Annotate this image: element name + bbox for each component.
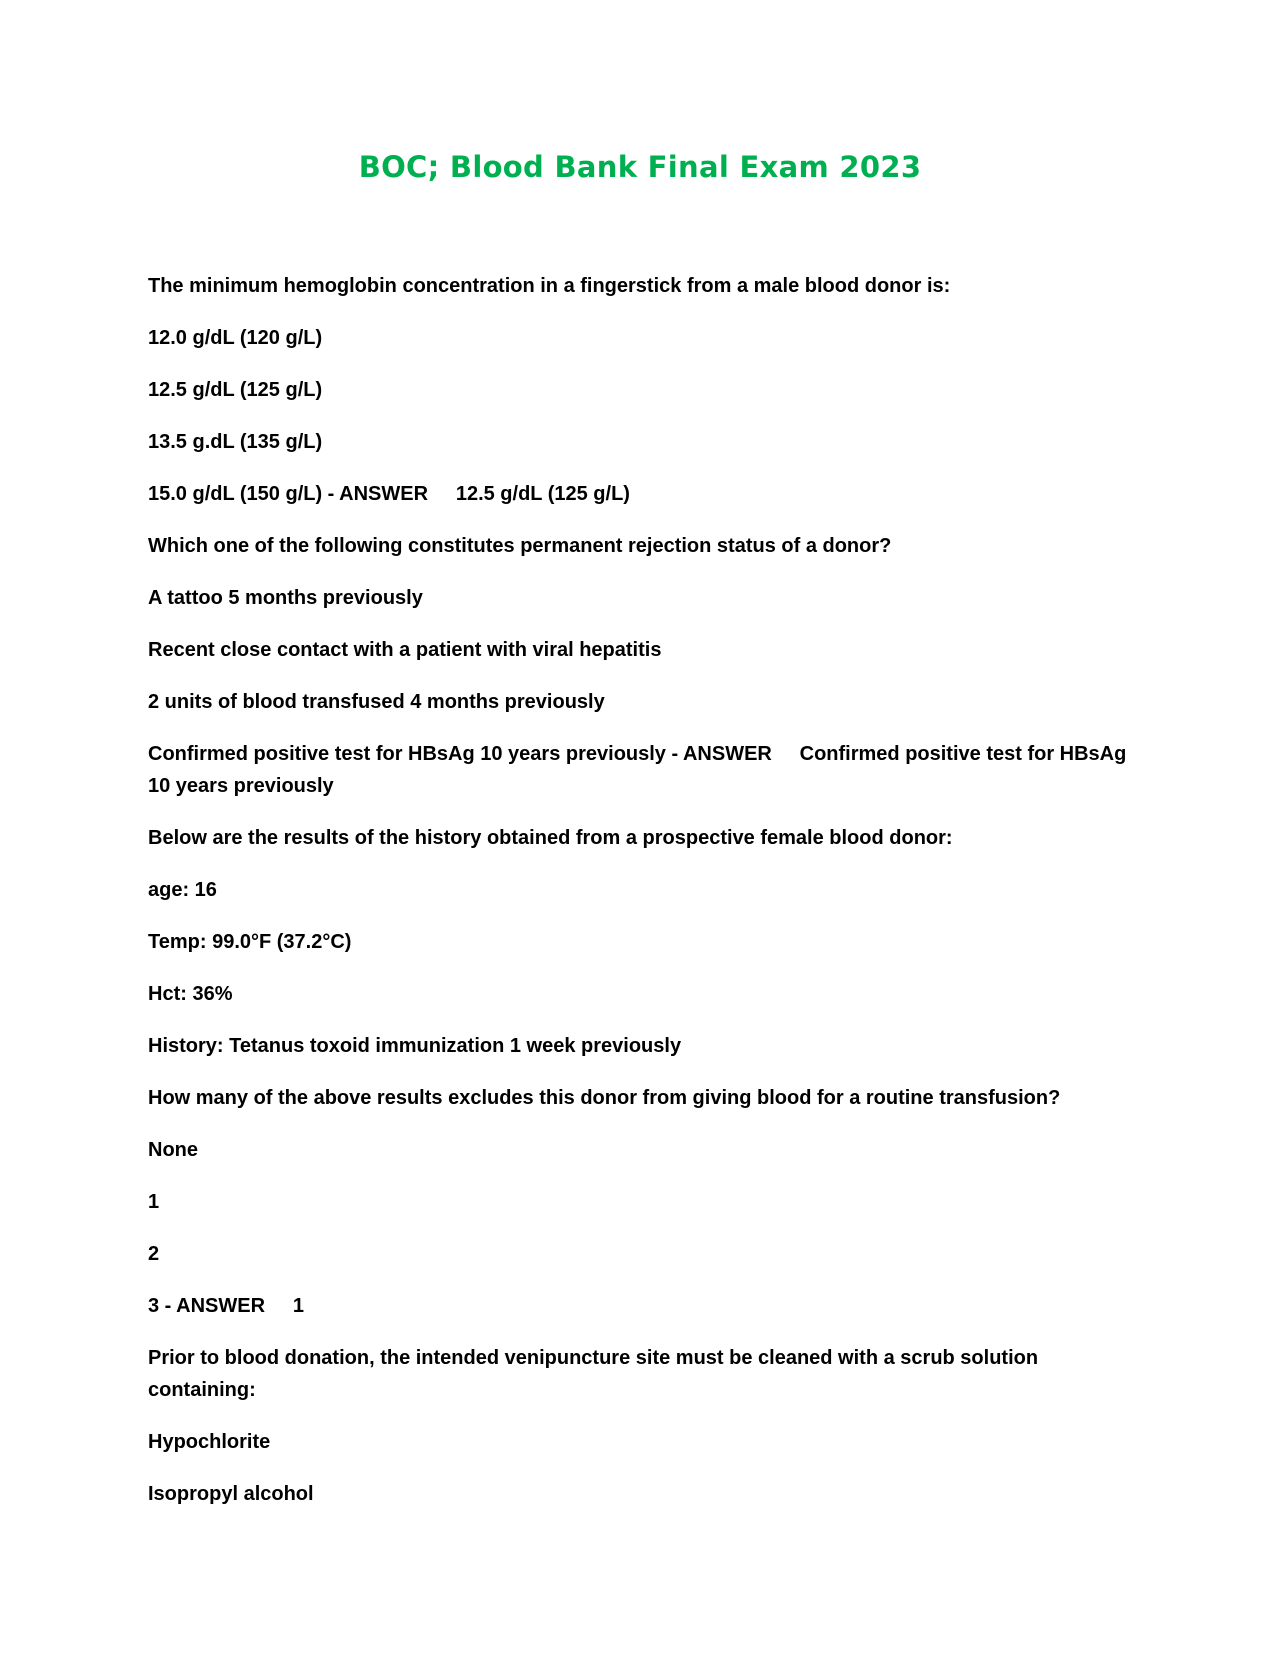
question-1-option: 12.0 g/dL (120 g/L) xyxy=(148,327,323,349)
question-3-option: 2 xyxy=(148,1243,160,1265)
document-body xyxy=(148,270,1132,1530)
question-4-stem: Prior to blood donation, the intended venipuncture site must be cleaned with a scrub solution containing: xyxy=(148,1347,1044,1401)
question-1-option: 12.5 g/dL (125 g/L) xyxy=(148,379,323,401)
donor-temp: Temp: 99.0°F (37.2°C) xyxy=(148,931,352,953)
donor-history: History: Tetanus toxoid immunization 1 week previously xyxy=(148,1035,682,1057)
question-2-stem: Which one of the following constitutes permanent rejection status of a donor? xyxy=(148,535,892,557)
question-1-answer: 15.0 g/dL (150 g/L) - ANSWER 12.5 g/dL (125 g/L) xyxy=(148,483,630,505)
question-1-stem: The minimum hemoglobin concentration in a fingerstick from a male blood donor is: xyxy=(148,275,951,297)
question-2-option: Recent close contact with a patient with viral hepatitis xyxy=(148,639,662,661)
question-1-option: 13.5 g.dL (135 g/L) xyxy=(148,431,323,453)
question-2-option: 2 units of blood transfused 4 months previously xyxy=(148,691,605,713)
question-3-intro: Below are the results of the history obtained from a prospective female blood donor: xyxy=(148,827,953,849)
question-3-answer: 3 - ANSWER 1 xyxy=(148,1295,304,1317)
question-2-option: A tattoo 5 months previously xyxy=(148,587,423,609)
question-3-option: 1 xyxy=(148,1191,160,1213)
question-4-option: Isopropyl alcohol xyxy=(148,1483,314,1505)
donor-age: age: 16 xyxy=(148,879,217,901)
question-3-option: None xyxy=(148,1139,198,1161)
question-3-stem: How many of the above results excludes this donor from giving blood for a routine transfusion? xyxy=(148,1087,1061,1109)
donor-hct: Hct: 36% xyxy=(148,983,233,1005)
question-4-option: Hypochlorite xyxy=(148,1431,271,1453)
question-2-answer: Confirmed positive test for HBsAg 10 years previously - ANSWER Confirmed positive test for HBsAg 10 years previously xyxy=(148,743,1132,797)
document-title: BOC; Blood Bank Final Exam 2023 xyxy=(358,150,922,184)
